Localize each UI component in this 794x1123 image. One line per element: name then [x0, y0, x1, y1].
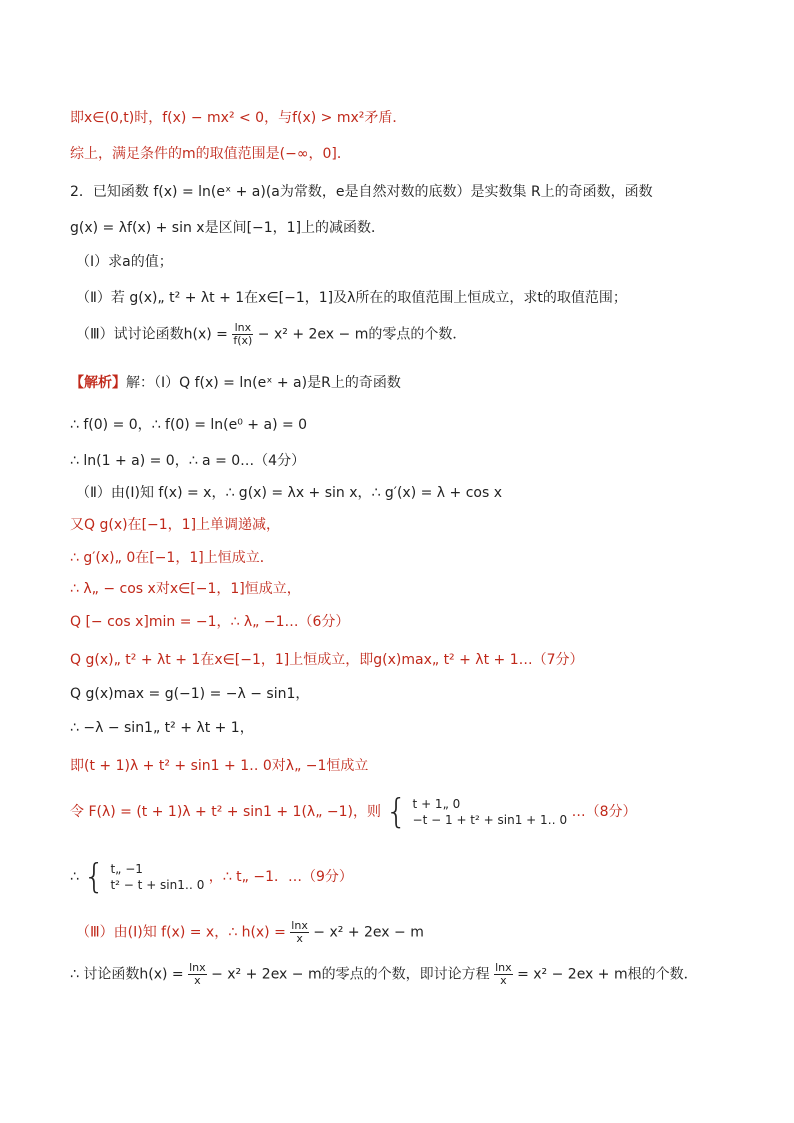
part-2-question: （Ⅱ）若 g(x)„ t² + λt + 1在x∈[−1，1]及λ所在的取值范围上恒成立，求t的取值范围； [76, 290, 627, 306]
solution-step-F-lambda: 令 F(λ) = (t + 1)λ + t² + sin1 + 1(λ„ −1)，则 { t + 1„ 0 −t − 1 + t² + sin1 + 1‥ 0 …（8分） [70, 792, 637, 832]
solution-step-inequality: ∴ −λ − sin1„ t² + λt + 1， [70, 720, 254, 736]
part-1-question: （Ⅰ）求a的值； [76, 254, 173, 270]
line-contradiction: 即x∈(0,t)时，f(x) − mx² < 0，与f(x) > mx²矛盾． [70, 110, 407, 126]
brace-icon: { [385, 792, 408, 832]
solution-step-1: ∴ f(0) = 0，∴ f(0) = ln(e⁰ + a) = 0 [70, 417, 308, 433]
fraction: $\frac{\ln x}{f(x)}$ [233, 321, 253, 347]
solution-step-min: Q [− cos x]min = −1，∴ λ„ −1…（6分） [70, 614, 350, 630]
fraction: $\frac{\ln x}{x}$ [189, 961, 206, 987]
solution-step-lambda-bound: ∴ λ„ − cos x对x∈[−1，1]恒成立， [70, 581, 301, 597]
solution-part-3-equation: ∴ 讨论函数h(x) = $\frac{\ln x}{x}$ − x² + 2ex − m的零点的个数，即讨论方程 $\frac{\ln x}{x}$ = x² − 2ex + m根的个数． [70, 961, 698, 987]
solution-step-max-value: Q g(x)max = g(−1) = −λ − sin1， [70, 686, 310, 702]
fraction: $\frac{\ln x}{x}$ [291, 919, 308, 945]
solution-step-decreasing: 又Q g(x)在[−1，1]上单调递减， [70, 517, 281, 533]
solution-step-derivative: ∴ g′(x)„ 0在[−1，1]上恒成立． [70, 550, 274, 566]
fraction: $\frac{\ln x}{x}$ [495, 961, 512, 987]
solution-step-2: ∴ ln(1 + a) = 0，∴ a = 0…（4分） [70, 453, 306, 469]
solution-header: 【解析】解：（Ⅰ）Q f(x) = ln(eˣ + a)是R上的奇函数 [70, 375, 401, 391]
part-3-question: （Ⅲ）试讨论函数h(x) = $\frac{\ln x}{f(x)}$ − x² + 2ex − m的零点的个数． [76, 321, 467, 347]
problem-2-statement: 2．已知函数 f(x) = ln(eˣ + a)(a为常数，e是自然对数的底数）是实数集 R上的奇函数，函数 [70, 184, 653, 200]
case-system: t + 1„ 0 −t − 1 + t² + sin1 + 1‥ 0 [412, 797, 568, 827]
solution-step-rearranged: 即(t + 1)λ + t² + sin1 + 1‥ 0对λ„ −1恒成立 [70, 758, 369, 774]
line-conclusion: 综上，满足条件的m的取值范围是(−∞，0]． [70, 146, 351, 162]
solution-part-2-start: （Ⅱ）由(I)知 f(x) = x，∴ g(x) = λx + sin x，∴ g′(x) = λ + cos x [76, 485, 502, 501]
solution-part-3-start: （Ⅲ）由(I)知 f(x) = x，∴ h(x) = $\frac{\ln x}{x}$ − x² + 2ex − m [76, 919, 424, 945]
solution-step-t-range: ∴ { t„ −1 t² − t + sin1‥ 0 ，∴ t„ −1．…（9分） [70, 857, 353, 897]
case-system: t„ −1 t² − t + sin1‥ 0 [110, 862, 205, 892]
brace-icon: { [83, 857, 106, 897]
problem-2-statement-cont: g(x) = λf(x) + sin x是区间[−1，1]上的减函数． [70, 220, 386, 236]
solution-step-max-condition: Q g(x)„ t² + λt + 1在x∈[−1，1]上恒成立，即g(x)max„ t² + λt + 1…（7分） [70, 652, 584, 668]
